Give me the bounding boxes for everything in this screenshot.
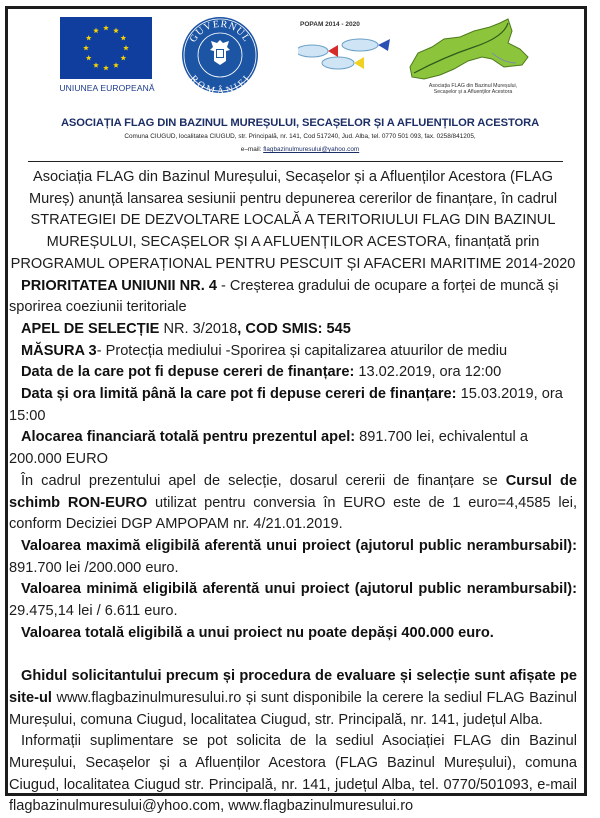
exchange-rate-paragraph xyxy=(9,471,577,536)
eu-stars-icon xyxy=(60,17,152,79)
map-logo-caption xyxy=(408,83,538,95)
measure-paragraph xyxy=(9,341,577,363)
exchange-label: Cursul de schimb RON-EURO xyxy=(9,472,578,511)
fish-icon xyxy=(298,21,408,81)
eu-star xyxy=(93,62,99,67)
organization-address: Comuna CIUGUD, localitatea CIUGUD, str. Principală, nr. 141, Cod 517240, Jud. Alba, tel. 0770 501 093, fax. 0258/841205, xyxy=(124,133,476,140)
logo-bar xyxy=(8,9,584,109)
allocation-label: Alocarea financiară totală pentru prezentul apel: xyxy=(21,429,356,446)
info-paragraph: Informații suplimentare se pot solicita de la sediul Asociației FLAG din Bazinul Mureșului, Secașelor și a Afluenților Acestora (FLAG Bazinul Mureșului), comuna Ciugud, localitatea Ciugud str. Principală, nr. 141, județul Alba, tel. 0770/501093, e-mail flagbazinulmuresului@yhoo.com, www.flagbazinulmuresului.ro xyxy=(9,733,577,815)
allocation-paragraph xyxy=(9,427,577,470)
eu-logo-label: UNIUNEA EUROPEANĂ xyxy=(59,83,155,93)
call-paragraph xyxy=(9,319,577,341)
deadline-label: Data și ora limită până la care pot fi depuse cereri de finanțare: xyxy=(21,386,457,403)
eu-star xyxy=(93,28,99,33)
start-date-label: Data de la care pot fi depuse cereri de finanțare: xyxy=(21,364,355,381)
eu-star xyxy=(120,55,126,60)
priority-paragraph xyxy=(9,276,577,319)
header-separator xyxy=(28,161,563,162)
measure-text: - Protecția mediului -Sporirea și capitalizarea atuurilor de mediu xyxy=(96,342,508,359)
eu-star xyxy=(120,35,126,40)
popam-logo-label: POPAM 2014 - 2020 xyxy=(300,21,360,28)
announcement-body xyxy=(9,167,577,818)
call-number: NR. 3/2018 xyxy=(159,320,238,337)
deadline-value: 15.03.2019, ora 15:00 xyxy=(9,386,563,424)
eu-star xyxy=(113,28,119,33)
eu-star xyxy=(123,45,129,50)
allocation-value: 891.700 lei, echivalentul a 200.000 EURO xyxy=(9,429,528,468)
map-caption-line2: Secașelor și a Afluenților Acestora xyxy=(433,89,513,96)
paragraph-gap xyxy=(9,644,577,666)
max-value: 891.700 lei /200.000 euro. xyxy=(9,559,179,576)
eu-star xyxy=(103,65,109,70)
eu-star xyxy=(113,62,119,67)
exchange-pre: În cadrul prezentului apel de selecție, dosarul cererii de finanțare se xyxy=(21,472,506,489)
priority-text: - Creșterea gradului de ocupare a forței de muncă și sporirea coeziunii teritoriale xyxy=(9,277,559,316)
organization-email-line xyxy=(0,146,600,153)
eu-star xyxy=(83,45,89,50)
eu-flag-logo xyxy=(60,17,152,79)
seal-text-top: GUVERNUL xyxy=(187,18,253,45)
email-prefix: e–mail: xyxy=(240,146,264,153)
max-value-paragraph xyxy=(9,536,577,579)
min-value-label: Valoarea minimă eligibilă aferentă unui proiect (ajutorul public nerambursabil): xyxy=(21,581,577,598)
total-value-label: Valoarea totală eligibilă a unui proiect nu poate depăși 400.000 euro. xyxy=(21,624,494,641)
smis-code: , COD SMIS: 545 xyxy=(237,320,351,337)
deadline-paragraph xyxy=(9,384,577,427)
priority-label: PRIORITATEA UNIUNII NR. 4 xyxy=(21,277,217,294)
map-icon xyxy=(404,17,544,83)
total-value-paragraph xyxy=(9,623,577,645)
email-link[interactable]: flagbazinulmuresului@yahoo.com xyxy=(263,146,360,153)
measure-label: MĂSURA 3 xyxy=(21,342,97,359)
eu-star xyxy=(103,25,109,30)
seal-text-bottom: ROMÂNIEI xyxy=(187,73,253,95)
intro-paragraph: Asociația FLAG din Bazinul Mureșului, Secașelor și a Afluenților Acestora (FLAG Mureș) anunță lansarea sesiunii pentru depunerea cererilor de finanțare, în cadrul STRATEGIEI DE DEZVOLTARE LOCALĂ A TERITORIULUI FLAG DIN BAZINUL MUREȘULUI, SECAȘELOR ȘI A AFLUENȚILOR ACESTORA, finanțată prin PROGRAMUL OPERAȚIONAL PENTRU PESCUIT ȘI AFACERI MARITIME 2014-2020 xyxy=(10,169,576,272)
max-value-label: Valoarea maximă eligibilă aferentă unui proiect (ajutorul public nerambursabil): xyxy=(21,537,577,554)
organization-title: ASOCIAȚIA FLAG DIN BAZINUL MUREȘULUI, SECAȘELOR ȘI A AFLUENȚILOR ACESTORA xyxy=(60,117,540,129)
flag-region-map-logo xyxy=(404,17,544,83)
min-value: 29.475,14 lei / 6.611 euro. xyxy=(9,603,178,620)
start-date-value: 13.02.2019, ora 12:00 xyxy=(354,364,502,381)
guide-text: www.flagbazinulmuresului.ro și sunt disponibile la cerere la sediul FLAG Bazinul Mureșului, comuna Ciugud, localitatea Ciugud, str. Principală, nr. 141, județul Alba. xyxy=(9,689,577,728)
map-caption-line1: Asociația FLAG din Bazinul Mureșului, xyxy=(428,83,518,89)
popam-logo xyxy=(298,21,408,81)
min-value-paragraph xyxy=(9,579,577,622)
romanian-government-seal xyxy=(180,15,260,95)
start-date-paragraph xyxy=(9,362,577,384)
guide-paragraph xyxy=(9,666,577,731)
exchange-post: utilizat pentru conversia în EURO este de 1 euro=4,4585 lei, conform Deciziei DGP AMPOPAM nr. 4/21.01.2019. xyxy=(9,494,577,533)
eu-star xyxy=(86,35,92,40)
guide-label: Ghidul solicitantului precum și procedura de evaluare și selecție sunt afișate pe site-ul xyxy=(9,668,577,706)
eu-star xyxy=(86,55,92,60)
call-label: APEL DE SELECȚIE xyxy=(21,320,160,337)
